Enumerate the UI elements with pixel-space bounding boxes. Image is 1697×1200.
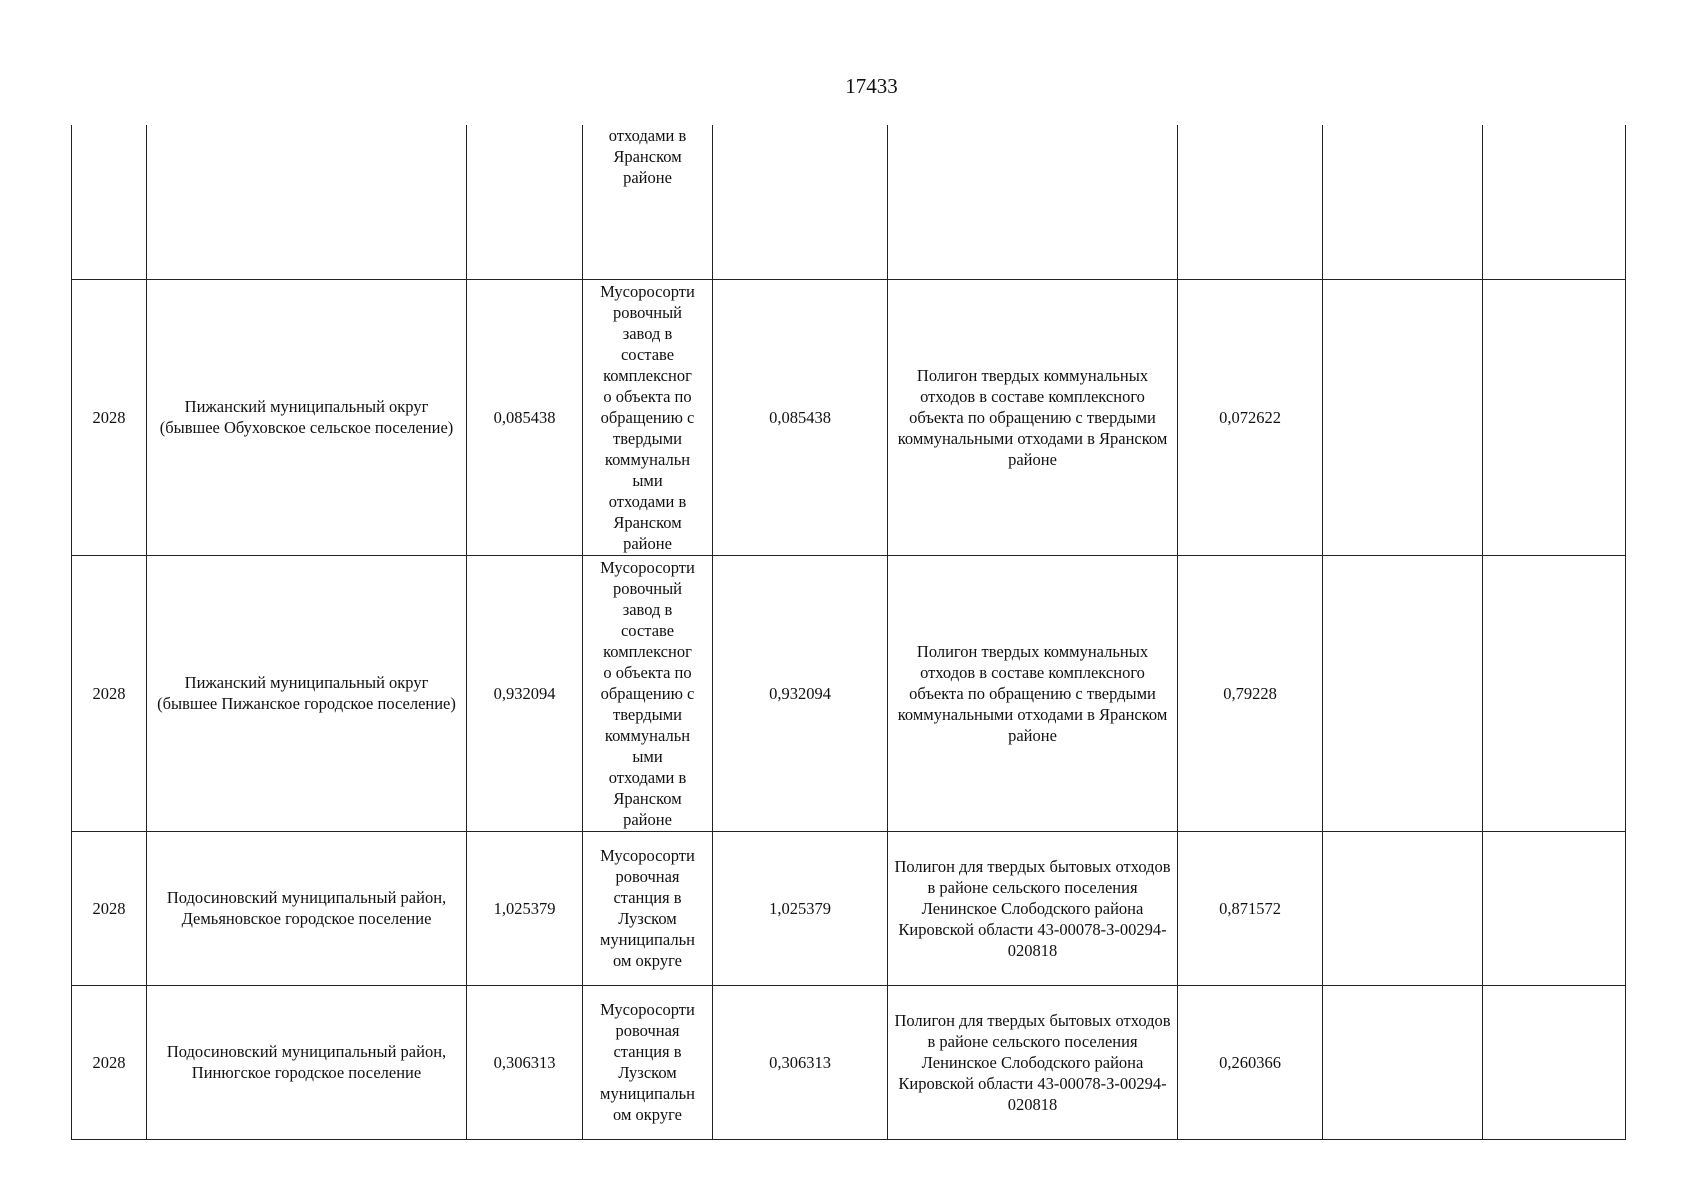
facility-cell [583,555,713,831]
municipality-cell-text: Подосиновский муниципальный район, Пинюгское городское поселение [166,1042,447,1082]
destination-cell [888,985,1178,1139]
facility-text-line: Мусоросорти [600,846,695,865]
disposal-volume-cell [1178,555,1323,831]
facility-text-line: Мусоросорти [600,281,695,301]
table-row [72,831,1626,985]
facility-cell [583,279,713,555]
empty-cell [1323,985,1483,1139]
facility-text-line: Яранском [613,512,682,532]
facility-text-line: районе [623,168,672,187]
municipality-cell [147,125,467,279]
municipality-cell [147,985,467,1139]
disposal-volume-cell [1178,985,1323,1139]
volume-cell [467,985,583,1139]
year-cell-text: 2028 [92,407,126,427]
table-row [72,279,1626,555]
facility-text-line: обращению с [600,407,695,427]
empty-cell [1483,125,1626,279]
municipality-cell-text: Пижанский муниципальный округ (бывшее Пижанское городское поселение) [157,673,456,713]
facility-text-line: ом округе [613,951,682,970]
facility-text-line: станция в [613,888,682,907]
volume-cell-text: 1,025379 [493,898,556,918]
facility-cell [583,831,713,985]
year-cell-text: 2028 [92,1052,126,1072]
year-cell [72,279,147,555]
facility-text-line: о объекта по [603,386,692,406]
facility-text-line: коммунальн [604,449,691,469]
municipality-cell [147,831,467,985]
facility-text-line: Лузском [618,909,677,928]
processed-volume-cell-text: 0,306313 [769,1052,831,1072]
disposal-volume-cell [1178,279,1323,555]
facility-text-line: отходами в [608,491,687,511]
facility-text-line: Лузском [618,1063,677,1082]
facility-text-line: ровочный [612,578,683,598]
processed-volume-cell [713,831,888,985]
processed-volume-cell [713,985,888,1139]
disposal-volume-cell-text: 0,79228 [1223,683,1277,703]
facility-text-line: о объекта по [603,662,692,682]
processed-volume-cell-text: 1,025379 [769,898,831,918]
disposal-volume-cell-text: 0,871572 [1219,898,1281,918]
disposal-volume-cell-text: 0,260366 [1219,1052,1281,1072]
facility-text-line: отходами в [608,126,687,145]
facility-text-line: коммунальн [604,725,691,745]
facility-text-line: ыми [632,746,663,766]
waste-flow-table [71,125,1626,1140]
destination-cell-text: Полигон твердых коммунальных отходов в составе комплексного объекта по обращению с твердыми коммунальными отходами в Яранском районе [897,365,1168,469]
facility-text-line: ыми [632,470,663,490]
processed-volume-cell-text: 0,932094 [769,683,831,703]
year-cell-text: 2028 [92,683,126,703]
year-cell [72,125,147,279]
table-row [72,125,1626,279]
facility-text-line: районе [623,809,672,829]
destination-cell-text: Полигон для твердых бытовых отходов в районе сельского поселения Ленинское Слободского района Кировской области 43-00078-З-00294-020818 [894,1010,1171,1114]
empty-cell [1323,555,1483,831]
facility-text-line: составе [620,344,675,364]
disposal-volume-cell [1178,125,1323,279]
destination-cell-text: Полигон твердых коммунальных отходов в составе комплексного объекта по обращению с твердыми коммунальными отходами в Яранском районе [897,641,1168,745]
processed-volume-cell [713,125,888,279]
facility-text-line: ом округе [613,1105,682,1124]
processed-volume-cell-text: 0,085438 [769,407,831,427]
facility-text-line: твердыми [612,704,682,724]
year-cell [72,831,147,985]
facility-text-line: комплексног [603,365,692,385]
facility-text-line: Яранском [613,788,682,808]
municipality-cell [147,555,467,831]
disposal-volume-cell [1178,831,1323,985]
facility-cell [583,985,713,1139]
processed-volume-cell [713,555,888,831]
facility-text-line: Мусоросорти [600,1000,695,1019]
facility-text-line: ровочная [615,867,680,886]
facility-text-line: завод в [622,323,673,343]
facility-text-line: комплексног [603,641,692,661]
facility-text-line: муниципальн [600,930,695,949]
facility-text-line: обращению с [600,683,695,703]
empty-cell [1323,125,1483,279]
facility-text-line: ровочный [612,302,683,322]
empty-cell [1483,831,1626,985]
empty-cell [1323,831,1483,985]
page-number: 17433 [845,74,898,98]
facility-text-line: станция в [613,1042,682,1061]
year-cell-text: 2028 [92,898,126,918]
destination-cell [888,555,1178,831]
table-row [72,555,1626,831]
facility-text-line: муниципальн [600,1084,695,1103]
facility-text-line: завод в [622,599,673,619]
year-cell [72,555,147,831]
volume-cell-text: 0,085438 [493,407,556,427]
facility-text-line: Яранском [613,147,682,166]
empty-cell [1483,279,1626,555]
volume-cell [467,831,583,985]
facility-text-line: отходами в [608,767,687,787]
destination-cell [888,831,1178,985]
disposal-volume-cell-text: 0,072622 [1219,407,1281,427]
municipality-cell-text: Подосиновский муниципальный район, Демьяновское городское поселение [166,888,447,928]
facility-cell [583,125,713,279]
destination-cell [888,279,1178,555]
volume-cell [467,125,583,279]
facility-text-line: ровочная [615,1021,680,1040]
processed-volume-cell [713,279,888,555]
municipality-cell [147,279,467,555]
volume-cell [467,555,583,831]
volume-cell-text: 0,306313 [493,1052,556,1072]
facility-text-line: Мусоросорти [600,557,695,577]
year-cell [72,985,147,1139]
table-row [72,985,1626,1139]
municipality-cell-text: Пижанский муниципальный округ (бывшее Обуховское сельское поселение) [159,397,454,437]
volume-cell [467,279,583,555]
empty-cell [1483,985,1626,1139]
destination-cell-text: Полигон для твердых бытовых отходов в районе сельского поселения Ленинское Слободского района Кировской области 43-00078-З-00294-020818 [894,856,1171,960]
empty-cell [1483,555,1626,831]
table-body [72,125,1626,1139]
destination-cell [888,125,1178,279]
facility-text-line: районе [623,533,672,553]
volume-cell-text: 0,932094 [493,683,556,703]
facility-text-line: твердыми [612,428,682,448]
facility-text-line: составе [620,620,675,640]
empty-cell [1323,279,1483,555]
